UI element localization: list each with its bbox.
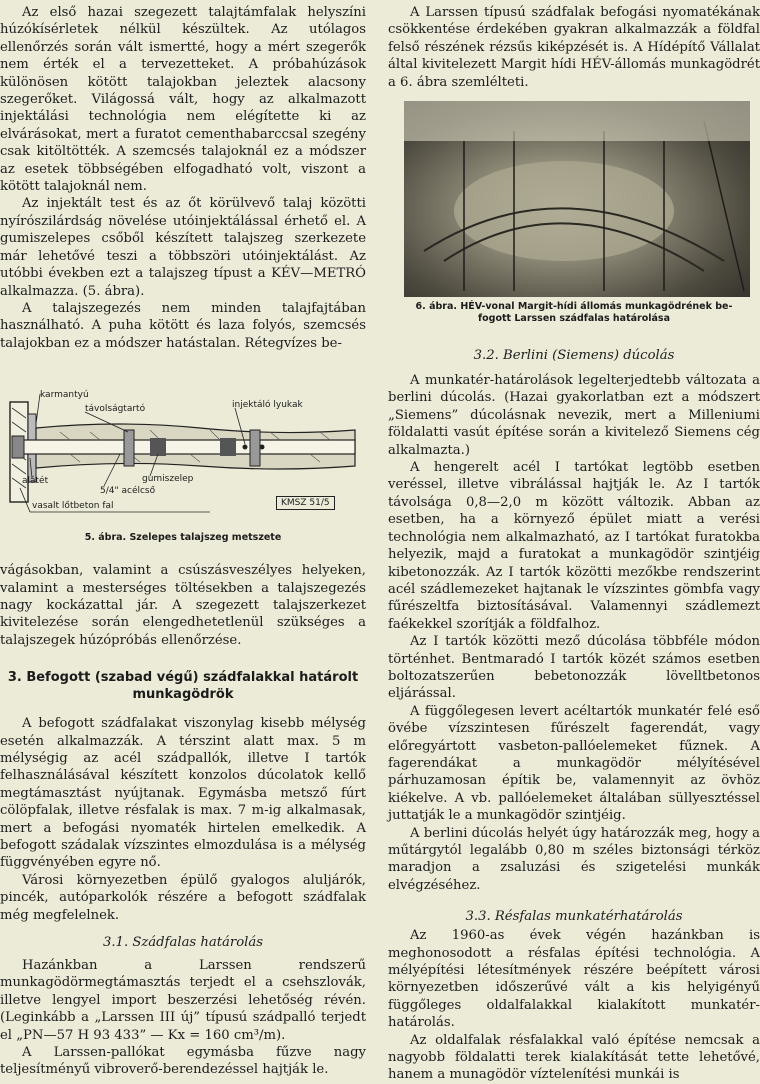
paragraph: A befogott szádfalakat viszonylag kisebb mélység esetén alkalmazzák. A térszint alatt max. 5 m mélységig az acél szádpallók, illetve I tartók felhasználásával készített konzolos dúcolatok kellő megtámasztást nyújtanak. Egymásba metsző fúrt cölöpfalak, illetve résfalak is max. 7 m-ig alkalmasak, mert a befogási nyomaték hirtelen emelkedik. A befogott szádalak vízszintes elmozdulása is a mélység függvényében egyre nő. — [0, 716, 366, 871]
caption-number: 6. ábra. — [415, 301, 457, 313]
paragraph: A hengerelt acél I tartókat legtöbb esetben veréssel, illetve vibrálással hajtják le. Az I tartók távolsága 0,8—2,0 m között változik. Abban az esetben, ha a környező épület miatt a verési technológia nem alkalmazható, az I tartókat furatokba helyezik, majd a furatokat a munkagödör szintjéig kibetonozzák. Az I tartók közötti mezőkbe rendszerint acél szádlemezeket hajtanak le vízszintes gömbfa vagy fűrészeltfa biztosításával. Valamennyi szádlemezt faékekkel szorítják a földfalhoz. — [388, 460, 760, 632]
caption-line: HÉV-vonal Margit-hídi állomás munkagödrének be- — [460, 301, 733, 313]
label-vasalt-lotbeton-fal: vasalt lőtbeton fal — [32, 501, 114, 512]
label-tavolsagtarto: távolságtartó — [85, 404, 146, 415]
caption-text: Szelepes talajszeg metszete — [129, 532, 282, 544]
paragraph: Az oldalfalak résfalakkal való építése nemcsak a nagyobb földalatti terek kialakítását tette lehetővé, hanem a munagödör víztelenítési munkái is — [388, 1032, 760, 1083]
caption-line: fogott Larssen szádfalas határolása — [478, 313, 670, 325]
paragraph: A Larssen típusú szádfalak befogási nyomatékának csökkentése érdekében gyakran alkalmazzák a földfal felső részének rézsűs kiképzését is. A Hídépítő Vállalat által kivitelezett Margit hídi HÉV-állomás munkagödrét a 6. ábra szemlélteti. — [388, 5, 760, 90]
label-acelcso: 5/4" acélcső — [100, 486, 156, 497]
paragraph: A munkatér-határolások legelterjedtebb változata a berlini dúcolás. (Hazai gyakorlatban ezt a módszert „Siemens” dúcolásnak nevezik, mert a Milleniumi földalatti vasút építése során a kivitelező Siemens cég alkalmazta.) — [388, 373, 760, 458]
label-injektalo-lyukak: injektáló lyukak — [232, 400, 303, 411]
subsection-3-2-title: 3.2. Berlini (Siemens) dúcolás — [473, 348, 675, 364]
paragraph: A függőlegesen levert acéltartók munkatér felé eső övébe vízszintesen fűrészelt fagerendát, vagy előregyártott vasbeton-pallóelemeket fűznek. A fagerendákat a munkagödör mélyítésével párhuzamosan építik be, valamennyit az övhöz kiékelve. A vb. pallóelemeket általában süllyesztéssel juttatják le a munkagödör szintjéig. — [388, 703, 760, 824]
label-alatet: alátét — [22, 476, 49, 487]
figure-6-caption — [388, 301, 760, 325]
paragraph: Az I tartók közötti mező dúcolása többféle módon történhet. Bentmaradó I tartók közét számos esetben boltozatszerűen bebetonozzák lövelltbetonos eljárással. — [388, 634, 760, 702]
section-3-title — [0, 669, 366, 703]
label-karmantyu: karmantyú — [40, 390, 89, 401]
paragraph: A talajszegezés nem minden talajfajtában használható. A puha kötött és laza folyós, szemcsés talajokban ez a módszer hatástalan. Rétegvízes be- — [0, 300, 366, 351]
paragraph: Az 1960-as évek végén hazánkban is meghonosodott a résfalas építési technológia. A mélyépítési létesítmények részére beépített városi környezetben időszerűvé vált a kis helyigényű függőleges oldalfalakkal kialakított munkatér-határolás. — [388, 928, 760, 1031]
left-column — [0, 0, 366, 1079]
paragraph: A berlini dúcolás helyét úgy határozzák meg, hogy a műtárgytól legalább 0,80 m széles biztonsági térköz maradjon a zsaluzási és szigetelési munkák elvégzéséhez. — [388, 825, 760, 893]
paragraph: A Larssen-pallókat egymásba fűzve nagy teljesítményű vibroverő-berendezéssel hajtják le. — [0, 1045, 366, 1078]
section-title-line: 3. Befogott (szabad végű) szádfalakkal határolt — [7, 670, 359, 686]
figure-5-diagram — [0, 388, 366, 552]
subsection-3-3-title: 3.3. Résfalas munkatérhatárolás — [465, 909, 683, 925]
label-gumiszelep: gumiszelep — [142, 474, 194, 485]
stamp-kmsz: KMSZ 51/5 — [276, 496, 335, 510]
subsection-3-1-title: 3.1. Szádfalas határolás — [102, 935, 264, 951]
paragraph: vágásokban, valamint a csúszásveszélyes helyeken, valamint a mesterséges töltésekben a talajszegezés nagy kockázattal jár. A szegezett talajszerkezet kivitelezése során elengedhetetlenül szükséges a talajszegek húzópróbás ellenőrzése. — [0, 563, 366, 648]
paragraph: Az első hazai szegezett talajtámfalak helyszíni húzókísérletek nélkül készültek. Az utólagos ellenőrzés során vált ismertté, hogy a mért szegerők nem érték el a tervezetteket. A próbahúzások különösen kötött talajokban jeleztek alacsony szegerőket. Világossá vált, hogy az alkalmazott injektálási technológia nem elégítette ki az elvárásokat, mert a furatot cementhabarccsal szegény csak kitöltötték. A szemcsés talajoknál ez a módszer az esetek többségében elfogadható volt, viszont a kötött talajoknál nem. — [0, 5, 366, 195]
figure-6-photo — [404, 101, 750, 297]
right-column — [388, 0, 760, 1084]
caption-number: 5. ábra. — [84, 532, 127, 544]
paragraph: Hazánkban a Larssen rendszerű munkagödörmegtámasztás terjedt el a csehszlovák, illetve lengyel import beszerzési lehetőség révén. (Leginkább a „Larssen III új” típusú szádpalló terjedt el „PN—57 H 93 433” — Kx = 160 cm³/m). — [0, 958, 366, 1043]
paragraph: Az injektált test és az őt körülvevő talaj közötti nyírószilárdság növelése utóinjektálással érhető el. A gumiszelepes csőből készített talajszeg szerkezete már lehetővé teszi a többszöri utóinjektálást. Az utóbbi években ezt a talajszeg típust a KÉV—METRÓ alkalmazza. (5. ábra). — [0, 196, 366, 299]
section-title-line: munkagödrök — [132, 687, 234, 703]
paragraph: Városi környezetben épülő gyalogos aluljárók, pincék, autóparkolók részére a befogott szádfalak még megfelelnek. — [0, 872, 366, 923]
figure-5-caption — [0, 532, 366, 544]
